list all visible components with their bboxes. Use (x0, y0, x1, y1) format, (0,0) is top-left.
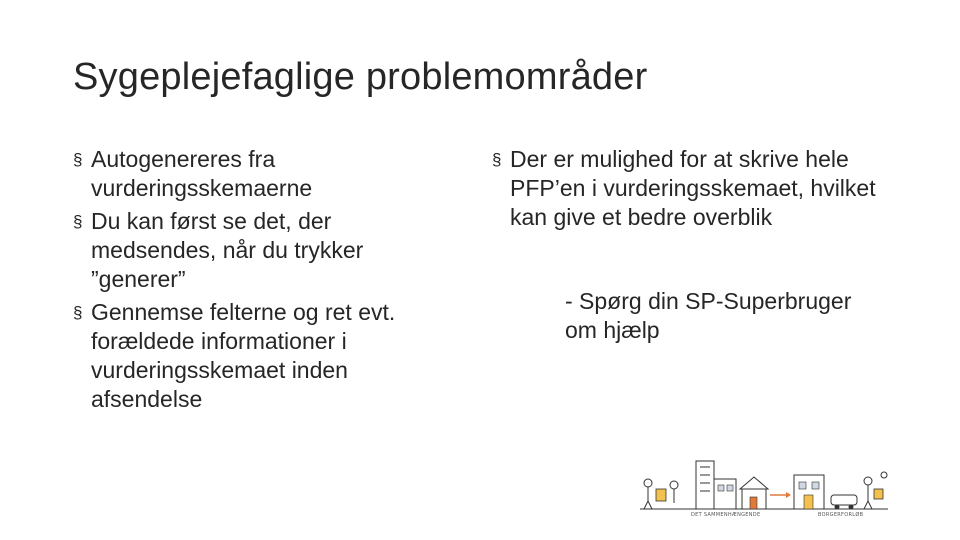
bullet-glyph: § (73, 150, 83, 169)
patient-journey-illustration (636, 455, 892, 525)
bullet-glyph: § (73, 212, 83, 231)
bullet-text: Gennemse felterne og ret evt. forældede informationer i vurderingsskemaet inden afsendelse (91, 299, 396, 412)
left-column (73, 145, 458, 418)
slide-title: Sygeplejefaglige problemområder (73, 56, 648, 98)
illustration-caption-left: DET SAMMENHÆNGENDE (691, 512, 761, 518)
bullet-item (73, 207, 458, 294)
bullet-text: Der er mulighed for at skrive hele PFP’en i vurderingsskemaet, hvilket kan give et bedre overblik (510, 146, 876, 230)
left-bullet-list (73, 145, 458, 414)
bullet-item (73, 298, 458, 414)
bullet-glyph: § (73, 303, 83, 322)
bullet-text: Du kan først se det, der medsendes, når du trykker ”generer” (91, 208, 364, 292)
illustration-caption-right: BORGERFORLØB (818, 512, 864, 518)
bullet-item (492, 145, 912, 232)
right-column (492, 145, 912, 236)
right-bullet-list (492, 145, 912, 232)
superuser-note: - Spørg din SP-Superbruger om hjælp (565, 288, 852, 343)
bullet-item (73, 145, 458, 203)
bullet-text: Autogenereres fra vurderingsskemaerne (91, 146, 313, 201)
bullet-glyph: § (492, 150, 502, 169)
